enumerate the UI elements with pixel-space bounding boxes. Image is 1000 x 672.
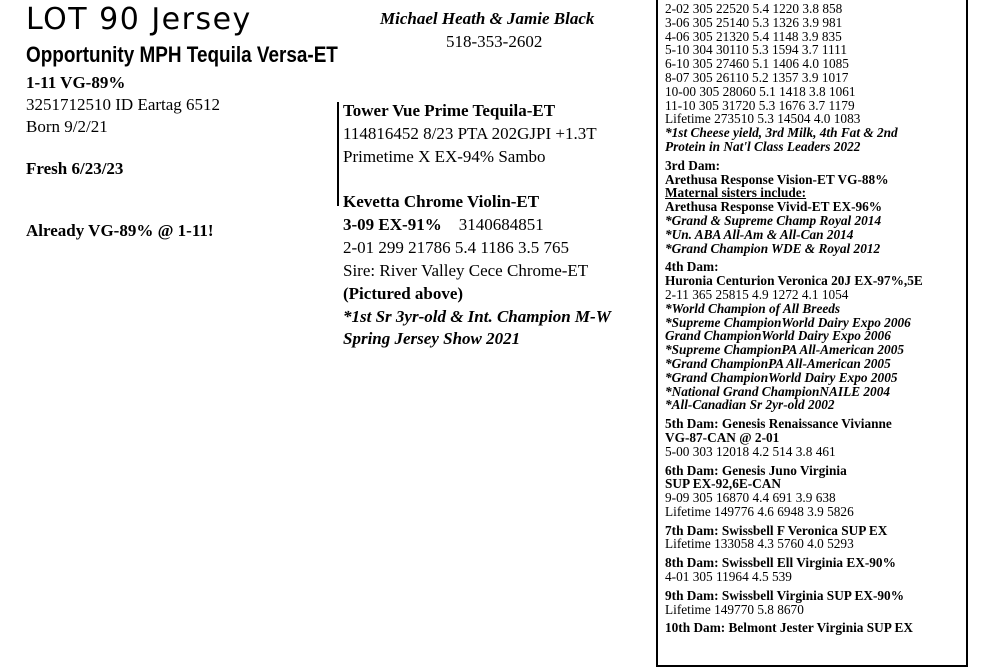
sister-award: *Grand Champion WDE & Royal 2012 bbox=[665, 240, 881, 256]
consignor-phone: 518-353-2602 bbox=[446, 32, 543, 51]
dam-award-line-2: Spring Jersey Show 2021 bbox=[343, 329, 521, 348]
fifth-dam-classification: VG-87-CAN @ 2-01 bbox=[665, 429, 780, 445]
fourth-dam-award: *All-Canadian Sr 2yr-old 2002 bbox=[665, 397, 835, 413]
birth-date: Born 9/2/21 bbox=[26, 117, 108, 136]
third-dam-name: Arethusa Response Vision-ET VG-88% bbox=[665, 171, 889, 187]
second-dam-record: 5-10 304 30110 5.3 1594 3.7 1111 bbox=[665, 42, 847, 58]
consignor-names: Michael Heath & Jamie Black bbox=[380, 9, 595, 28]
sister-award: *Grand & Supreme Champ Royal 2014 bbox=[665, 212, 882, 228]
sixth-dam-lifetime: Lifetime 149776 4.6 6948 3.9 5826 bbox=[665, 503, 854, 519]
eighth-dam-record: 4-01 305 11964 4.5 539 bbox=[665, 569, 792, 585]
dam-pictured-note: (Pictured above) bbox=[343, 284, 464, 303]
second-dam-record: 10-00 305 28060 5.1 1418 3.8 1061 bbox=[665, 83, 856, 99]
dam-record: 2-01 299 21786 5.4 1186 3.5 765 bbox=[343, 238, 570, 257]
fifth-dam-record: 5-00 303 12018 4.2 514 3.8 461 bbox=[665, 443, 836, 459]
dam-class-row bbox=[343, 214, 544, 236]
fourth-dam-record: 2-11 365 25815 4.9 1272 4.1 1054 bbox=[665, 286, 849, 302]
maternal-sisters-heading: Maternal sisters include: bbox=[665, 185, 807, 201]
tenth-dam-name: 10th Dam: Belmont Jester Virginia SUP EX bbox=[665, 620, 913, 636]
second-dam-record: 3-06 305 25140 5.3 1326 3.9 981 bbox=[665, 14, 843, 30]
second-dam-record: 2-02 305 22520 5.4 1220 3.8 858 bbox=[665, 1, 843, 16]
sixth-dam-record: 9-09 305 16870 4.4 691 3.9 638 bbox=[665, 490, 836, 506]
cow-classification: 1-11 VG-89% bbox=[26, 73, 126, 92]
ninth-dam-lifetime: Lifetime 149770 5.8 8670 bbox=[665, 601, 804, 617]
seventh-dam-lifetime: Lifetime 133058 4.3 5760 4.0 5293 bbox=[665, 536, 854, 552]
dam-award-line-1: *1st Sr 3yr-old & Int. Champion M-W bbox=[343, 307, 611, 326]
maternal-sister-name: Arethusa Response Vivid-ET EX-96% bbox=[665, 199, 883, 215]
fourth-dam-award: *Supreme ChampionPA All-American 2005 bbox=[665, 342, 905, 358]
fresh-date: Fresh 6/23/23 bbox=[26, 159, 124, 178]
ninth-dam-name: 9th Dam: Swissbell Virginia SUP EX-90% bbox=[665, 587, 904, 603]
fourth-dam-award: *Grand ChampionWorld Dairy Expo 2005 bbox=[665, 369, 898, 385]
second-dam-record: 4-06 305 21320 5.4 1148 3.9 835 bbox=[665, 28, 842, 44]
sixth-dam-classification: SUP EX-92,6E-CAN bbox=[665, 476, 781, 492]
second-dam-lifetime: Lifetime 273510 5.3 14504 4.0 1083 bbox=[665, 111, 861, 127]
fourth-dam-award: *Grand ChampionPA All-American 2005 bbox=[665, 355, 891, 371]
registration-and-tag: 3251712510 ID Eartag 6512 bbox=[26, 95, 221, 114]
pedigree-divider bbox=[337, 102, 339, 206]
dam-sire: Sire: River Valley Cece Chrome-ET bbox=[343, 261, 589, 280]
sixth-dam-name: 6th Dam: Genesis Juno Virginia bbox=[665, 462, 847, 478]
seventh-dam-name: 7th Dam: Swissbell F Veronica SUP EX bbox=[665, 522, 888, 538]
fifth-dam-name: 5th Dam: Genesis Renaissance Vivianne bbox=[665, 416, 892, 432]
dam-name: Kevetta Chrome Violin-ET bbox=[343, 192, 540, 211]
lot-title: LOT 90 Jersey bbox=[26, 2, 252, 37]
sire-pedigree: Primetime X EX-94% Sambo bbox=[343, 147, 546, 166]
sire-name: Tower Vue Prime Tequila-ET bbox=[343, 101, 556, 120]
second-dam-award: Protein in Nat'l Class Leaders 2022 bbox=[665, 138, 861, 154]
highlight-note: Already VG-89% @ 1-11! bbox=[26, 221, 214, 240]
second-dam-record: 11-10 305 31720 5.3 1676 3.7 1179 bbox=[665, 97, 855, 113]
cow-name: Opportunity MPH Tequila Versa-ET bbox=[26, 42, 338, 67]
eighth-dam-name: 8th Dam: Swissbell Ell Virginia EX-90% bbox=[665, 555, 896, 571]
dam-registration: 3140684851 bbox=[458, 215, 544, 234]
sister-award: *Un. ABA All-Am & All-Can 2014 bbox=[665, 226, 854, 242]
second-dam-record: 8-07 305 26110 5.2 1357 3.9 1017 bbox=[665, 69, 849, 85]
second-dam-record: 6-10 305 27460 5.1 1406 4.0 1085 bbox=[665, 56, 849, 72]
fourth-dam-award: *National Grand ChampionNAILE 2004 bbox=[665, 383, 890, 399]
fourth-dam-award: *Supreme ChampionWorld Dairy Expo 2006 bbox=[665, 314, 911, 330]
third-dam-label: 3rd Dam: bbox=[665, 157, 721, 173]
dam-classification: 3-09 EX-91% bbox=[343, 215, 442, 234]
fourth-dam-label: 4th Dam: bbox=[665, 259, 719, 275]
sire-info: 114816452 8/23 PTA 202GJPI +1.3T bbox=[343, 124, 597, 143]
fourth-dam-award: Grand ChampionWorld Dairy Expo 2006 bbox=[665, 328, 891, 344]
fourth-dam-name: Huronia Centurion Veronica 20J EX-97%,5E bbox=[665, 273, 923, 289]
second-dam-award: *1st Cheese yield, 3rd Milk, 4th Fat & 2nd bbox=[665, 125, 898, 141]
maternal-pedigree-box bbox=[656, 0, 968, 667]
fourth-dam-award: *World Champion of All Breeds bbox=[665, 300, 841, 316]
